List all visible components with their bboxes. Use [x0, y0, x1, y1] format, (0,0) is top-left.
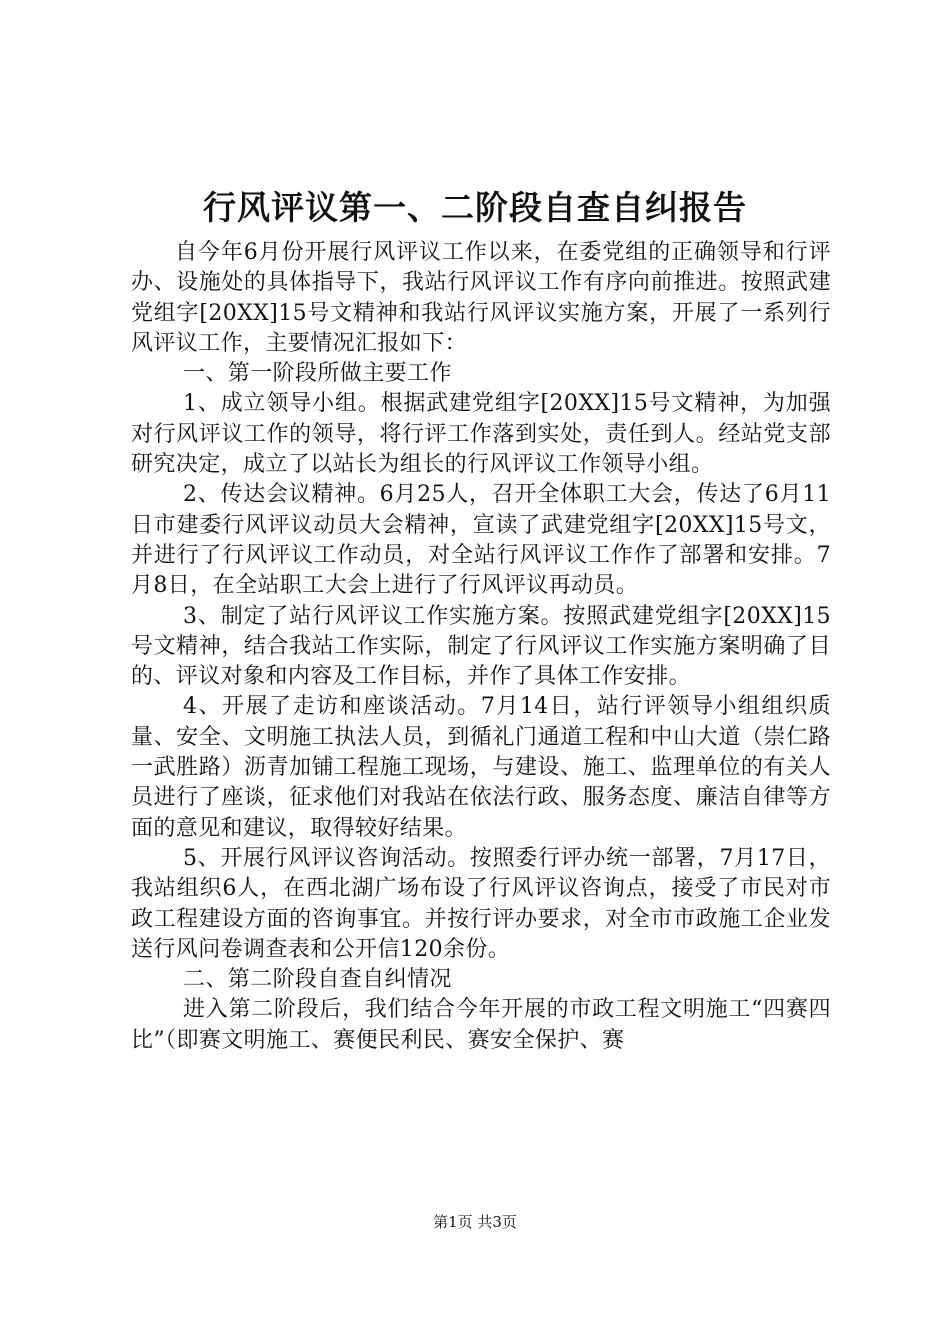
- paragraph-item-5: 5、开展行风评议咨询活动。按照委行评办统一部署，7月17日，我站组织6人，在西北湖广场布设了行风评议咨询点，接受了市民对市政工程建设方面的咨询事宜。并按行评办要求，对全市市政施工企业发送行风问卷调查表和公开信120余份。: [131, 845, 831, 962]
- paragraph-stage-two: 进入第二阶段后，我们结合今年开展的市政工程文明施工“四赛四比”（即赛文明施工、赛便民利民、赛安全保护、赛: [131, 997, 831, 1053]
- document-title: 行风评议第一、二阶段自查自纠报告: [203, 188, 747, 227]
- paragraph-item-4: 4、开展了走访和座谈活动。7月14日，站行评领导小组组织质量、安全、文明施工执法人员，到循礼门通道工程和中山大道（崇仁路一武胜路）沥青加铺工程施工现场，与建设、施工、监理单位的有关人员进行了座谈，征求他们对我站在依法行政、服务态度、廉洁自律等方面的意见和建议，取得较好结果。: [131, 694, 831, 841]
- paragraph-item-3: 3、制定了站行风评议工作实施方案。按照武建党组字[20XX]15号文精神，结合我站工作实际，制定了行风评议工作实施方案明确了目的、评议对象和内容及工作目标，并作了具体工作安排。: [131, 603, 831, 690]
- paragraph-item-2: 2、传达会议精神。6月25人，召开全体职工大会，传达了6月11日市建委行风评议动员大会精神，宣读了武建党组字[20XX]15号文，并进行了行风评议工作动员，对全站行风评议工作作了部署和安排。7月8日，在全站职工大会上进行了行风评议再动员。: [131, 482, 831, 599]
- section-heading-stage-one: 一、第一阶段所做主要工作: [183, 361, 452, 387]
- page-footer: 第1页 共3页: [433, 1213, 517, 1231]
- section-heading-stage-two: 二、第二阶段自查自纠情况: [183, 967, 452, 993]
- paragraph-intro: 自今年6月份开展行风评议工作以来，在委党组的正确领导和行评办、设施处的具体指导下，我站行风评议工作有序向前推进。按照武建党组字[20XX]15号文精神和我站行风评议实施方案，开展了一系列行风评议工作，主要情况汇报如下：: [131, 240, 831, 356]
- paragraph-item-1: 1、成立领导小组。根据武建党组字[20XX]15号文精神，为加强对行风评议工作的领导，将行评工作落到实处，责任到人。经站党支部研究决定，成立了以站长为组长的行风评议工作领导小组。: [131, 391, 831, 478]
- document-body: [131, 238, 831, 1056]
